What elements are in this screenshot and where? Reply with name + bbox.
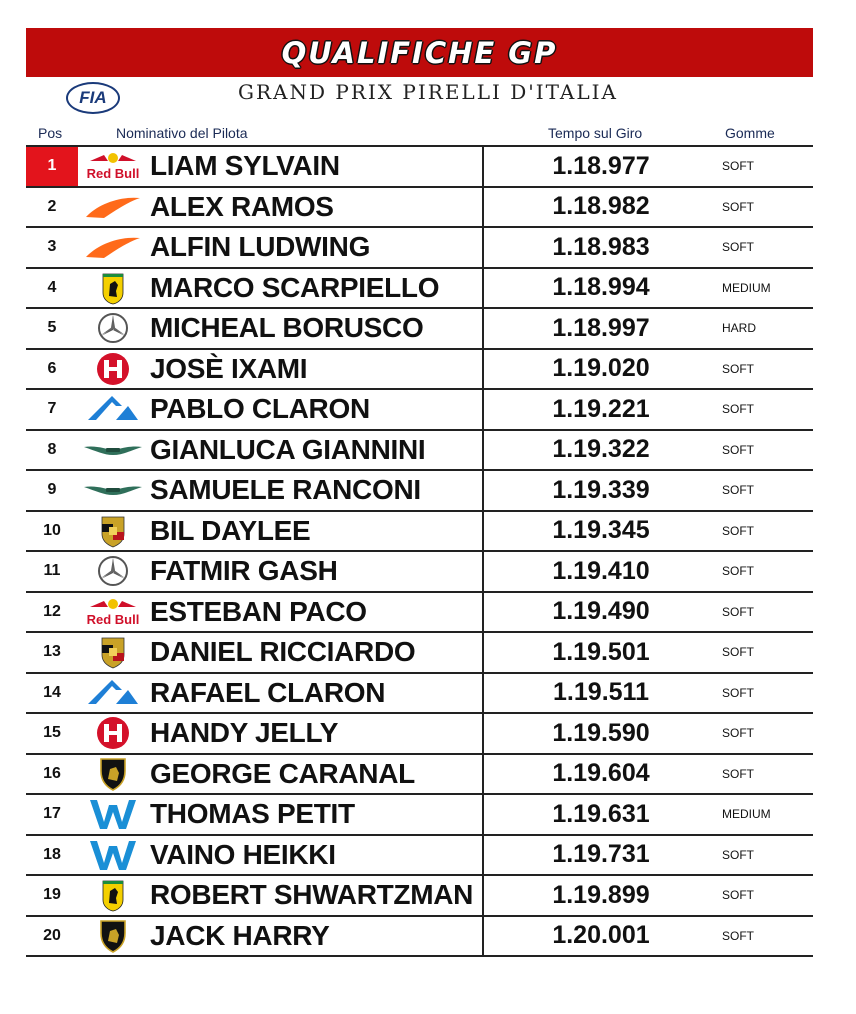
- tyre-compound: MEDIUM: [722, 807, 771, 822]
- lap-time: 1.18.997: [552, 313, 650, 342]
- column-header-tyres: Gomme: [725, 125, 775, 141]
- table-row: [26, 350, 813, 391]
- position-cell: 9: [47, 481, 57, 499]
- driver-name: VAINO HEIKKI: [150, 838, 336, 870]
- driver-name: BIL DAYLEE: [150, 514, 311, 546]
- lap-time: 1.19.490: [552, 597, 650, 626]
- porsche-icon: [82, 635, 144, 669]
- driver-name: FATMIR GASH: [150, 555, 338, 587]
- position-cell: 19: [43, 886, 61, 904]
- table-row: [26, 147, 813, 188]
- position-cell: 14: [43, 683, 61, 701]
- position-cell: 13: [43, 643, 61, 661]
- lap-time: 1.18.983: [552, 232, 650, 261]
- table-row: [26, 876, 813, 917]
- position-cell: 15: [43, 724, 61, 742]
- lamborghini-icon: [82, 919, 144, 953]
- haas-icon: [82, 716, 144, 750]
- tyre-compound: SOFT: [722, 766, 754, 781]
- driver-name: ALEX RAMOS: [150, 190, 334, 222]
- tyre-compound: SOFT: [722, 483, 754, 498]
- position-cell: 20: [43, 926, 61, 944]
- table-row: [26, 714, 813, 755]
- table-row: [26, 552, 813, 593]
- table-row: [26, 633, 813, 674]
- driver-name: PABLO CLARON: [150, 393, 370, 425]
- tyre-compound: HARD: [722, 321, 757, 336]
- lap-time: 1.18.982: [552, 192, 650, 221]
- driver-name: GIANLUCA GIANNINI: [150, 433, 426, 465]
- ferrari-icon: [82, 878, 144, 912]
- lap-time: 1.19.020: [552, 354, 650, 383]
- driver-name: ROBERT SHWARTZMAN: [150, 879, 474, 911]
- position-cell: 16: [43, 764, 61, 782]
- position-cell: 11: [43, 562, 61, 580]
- fia-logo-text: FIA: [79, 88, 107, 107]
- driver-name: JACK HARRY: [150, 919, 330, 951]
- tyre-compound: SOFT: [722, 442, 754, 457]
- table-row: [26, 755, 813, 796]
- table-row: [26, 188, 813, 229]
- svg-text:Red Bull: Red Bull: [86, 611, 140, 627]
- table-row: [26, 593, 813, 634]
- position-cell: 2: [47, 197, 57, 215]
- lap-time: 1.19.511: [553, 678, 649, 707]
- position-cell: 3: [47, 238, 57, 256]
- tyre-compound: SOFT: [722, 564, 754, 579]
- alpine-icon: [82, 392, 144, 426]
- position-cell: 8: [47, 440, 57, 458]
- mclaren-icon: [82, 230, 144, 264]
- tyre-compound: SOFT: [722, 402, 754, 417]
- porsche-icon: [82, 514, 144, 548]
- tyre-compound: SOFT: [722, 199, 754, 214]
- aston-martin-icon: [82, 473, 144, 507]
- lap-time: 1.19.345: [552, 516, 650, 545]
- table-row: [26, 269, 813, 310]
- tyre-compound: SOFT: [722, 847, 754, 862]
- lamborghini-icon: [82, 757, 144, 791]
- tyre-compound: SOFT: [722, 361, 754, 376]
- lap-time: 1.19.631: [552, 799, 650, 828]
- mclaren-icon: [82, 190, 144, 224]
- tyre-compound: SOFT: [722, 888, 754, 903]
- table-row: [26, 309, 813, 350]
- lap-time: 1.19.731: [552, 840, 650, 869]
- lap-time: 1.18.994: [552, 273, 650, 302]
- driver-name: LIAM SYLVAIN: [150, 150, 340, 182]
- results-table: [26, 145, 813, 957]
- lap-time: 1.19.604: [552, 759, 650, 788]
- driver-name: ESTEBAN PACO: [150, 595, 367, 627]
- table-row: [26, 795, 813, 836]
- tyre-compound: MEDIUM: [722, 280, 771, 295]
- tyre-compound: SOFT: [722, 726, 754, 741]
- lap-time: 1.19.410: [552, 556, 650, 585]
- lap-time: 1.20.001: [552, 921, 650, 950]
- driver-name: THOMAS PETIT: [150, 798, 355, 830]
- tyre-compound: SOFT: [722, 928, 754, 943]
- driver-name: DANIEL RICCIARDO: [150, 636, 416, 668]
- title-banner: [26, 28, 813, 77]
- driver-name: RAFAEL CLARON: [150, 676, 386, 708]
- column-header-pos: Pos: [38, 125, 63, 141]
- tyre-compound: SOFT: [722, 523, 754, 538]
- event-subtitle: GRAND PRIX PIRELLI D'ITALIA: [238, 80, 618, 104]
- position-cell: 17: [43, 805, 61, 823]
- table-row: [26, 512, 813, 553]
- position-cell: 6: [47, 359, 57, 377]
- tyre-compound: SOFT: [722, 645, 754, 660]
- lap-time: 1.19.322: [552, 435, 650, 464]
- lap-time: 1.19.339: [552, 475, 650, 504]
- page-title: QUALIFICHE GP: [281, 35, 558, 70]
- position-cell: 1: [26, 147, 78, 186]
- column-header-lap-time: Tempo sul Giro: [548, 125, 643, 141]
- position-cell: 4: [47, 278, 57, 296]
- redbull-icon: [82, 595, 144, 629]
- table-row: [26, 228, 813, 269]
- alpine-icon: [82, 676, 144, 710]
- table-row: [26, 917, 813, 958]
- ferrari-icon: [82, 271, 144, 305]
- driver-name: ALFIN LUDWING: [150, 231, 371, 263]
- position-cell: 7: [47, 400, 57, 418]
- mercedes-icon: [82, 311, 144, 345]
- lap-time: 1.19.221: [552, 394, 650, 423]
- lap-time: 1.19.899: [552, 880, 650, 909]
- table-row: [26, 390, 813, 431]
- driver-name: JOSÈ IXAMI: [150, 352, 308, 384]
- mercedes-icon: [82, 554, 144, 588]
- lap-time: 1.19.590: [552, 718, 650, 747]
- driver-name: HANDY JELLY: [150, 717, 339, 749]
- tyre-compound: SOFT: [722, 240, 754, 255]
- aston-martin-icon: [82, 433, 144, 467]
- column-header-driver: Nominativo del Pilota: [116, 125, 248, 141]
- williams-icon: [82, 797, 144, 831]
- position-cell: 5: [47, 319, 57, 337]
- table-row: [26, 836, 813, 877]
- driver-name: SAMUELE RANCONI: [150, 474, 421, 506]
- table-row: [26, 431, 813, 472]
- tyre-compound: SOFT: [722, 685, 754, 700]
- position-cell: 12: [43, 602, 61, 620]
- position-cell: 18: [43, 845, 61, 863]
- haas-icon: [82, 352, 144, 386]
- table-row: [26, 471, 813, 512]
- tyre-compound: SOFT: [722, 604, 754, 619]
- lap-time: 1.19.501: [552, 637, 650, 666]
- lap-time: 1.18.977: [552, 151, 650, 180]
- driver-name: MICHEAL BORUSCO: [150, 312, 424, 344]
- williams-icon: [82, 838, 144, 872]
- driver-name: GEORGE CARANAL: [150, 757, 415, 789]
- svg-text:Red Bull: Red Bull: [86, 166, 140, 181]
- table-row: [26, 674, 813, 715]
- driver-name: MARCO SCARPIELLO: [150, 271, 440, 303]
- redbull-icon: [82, 149, 144, 183]
- position-cell: 10: [43, 521, 61, 539]
- tyre-compound: SOFT: [722, 159, 754, 174]
